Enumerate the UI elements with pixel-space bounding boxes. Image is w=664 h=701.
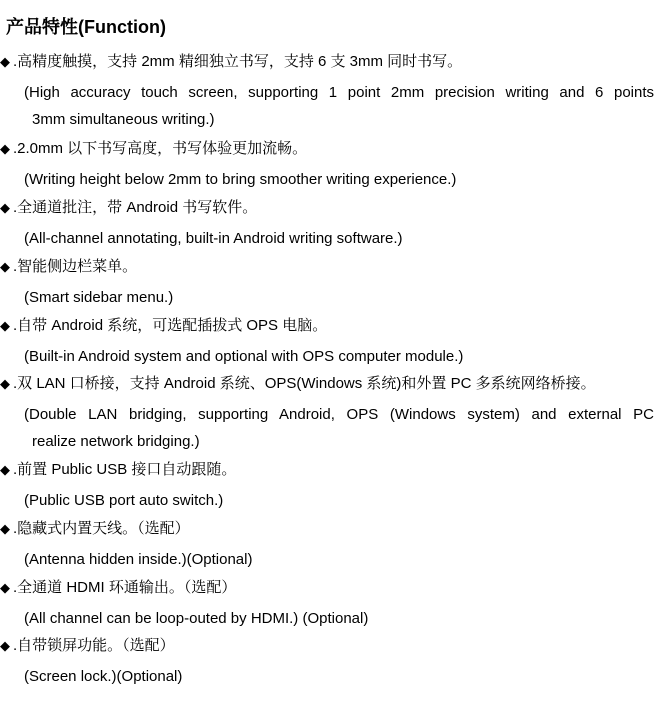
feature-english-text: (All channel can be loop-outed by HDMI.) (Optional)	[24, 610, 369, 627]
feature-english-text: (Antenna hidden inside.)(Optional)	[24, 551, 253, 568]
feature-chinese-text: .全通道批注，带 Android 书写软件。	[13, 199, 258, 216]
feature-chinese-text: .全通道 HDMI 环通输出。（选配）	[13, 579, 237, 596]
diamond-bullet-icon: ◆	[0, 521, 10, 536]
feature-chinese-text: .智能侧边栏菜单。	[13, 258, 138, 275]
diamond-bullet-icon: ◆	[0, 376, 10, 391]
feature-chinese-text: .自带锁屏功能。（选配）	[13, 637, 175, 654]
feature-english-text: (Screen lock.)(Optional)	[24, 668, 183, 685]
diamond-bullet-icon: ◆	[0, 318, 10, 333]
feature-chinese-line	[0, 634, 175, 658]
feature-chinese-line	[0, 137, 307, 161]
feature-english-text: (Public USB port auto switch.)	[24, 492, 224, 509]
feature-chinese-line	[0, 576, 236, 600]
diamond-bullet-icon: ◆	[0, 462, 10, 477]
feature-english-line-2: realize network bridging.)	[32, 433, 200, 450]
feature-chinese-text: .2.0mm 以下书写高度，书写体验更加流畅。	[13, 140, 308, 157]
feature-chinese-line	[0, 50, 462, 74]
feature-english-text: (Writing height below 2mm to bring smoother writing experience.)	[24, 171, 457, 188]
feature-chinese-text: .隐藏式内置天线。（选配）	[13, 520, 190, 537]
diamond-bullet-icon: ◆	[0, 200, 10, 215]
diamond-bullet-icon: ◆	[0, 259, 10, 274]
feature-english-text: (All-channel annotating, built-in Android writing software.)	[24, 230, 403, 247]
feature-english-line-2: 3mm simultaneous writing.)	[32, 111, 215, 128]
feature-chinese-line	[0, 314, 327, 338]
feature-chinese-text: .双 LAN 口桥接，支持 Android 系统、OPS(Windows 系统)和外置 PC 多系统网络桥接。	[13, 375, 596, 392]
feature-chinese-line	[0, 517, 190, 541]
feature-chinese-line	[0, 372, 596, 396]
feature-english-line-1: (Double LAN bridging, supporting Android, OPS (Windows system) and external PC	[24, 406, 654, 423]
section-title: 产品特性(Function)	[6, 17, 166, 37]
feature-chinese-line	[0, 196, 257, 220]
diamond-bullet-icon: ◆	[0, 638, 10, 653]
feature-chinese-line	[0, 255, 137, 279]
feature-chinese-text: .高精度触摸，支持 2mm 精细独立书写，支持 6 支 3mm 同时书写。	[13, 53, 463, 70]
diamond-bullet-icon: ◆	[0, 54, 10, 69]
diamond-bullet-icon: ◆	[0, 141, 10, 156]
feature-chinese-line	[0, 458, 236, 482]
diamond-bullet-icon: ◆	[0, 580, 10, 595]
feature-english-text	[24, 79, 654, 133]
feature-chinese-text: .前置 Public USB 接口自动跟随。	[13, 461, 237, 478]
feature-english-text: (Built-in Android system and optional with OPS computer module.)	[24, 348, 464, 365]
feature-english-text: (Smart sidebar menu.)	[24, 289, 174, 306]
feature-chinese-text: .自带 Android 系统，可选配插拔式 OPS 电脑。	[13, 317, 328, 334]
feature-english-line-1: (High accuracy touch screen, supporting 1 point 2mm precision writing and 6 points	[24, 84, 654, 101]
feature-english-text	[24, 401, 654, 455]
